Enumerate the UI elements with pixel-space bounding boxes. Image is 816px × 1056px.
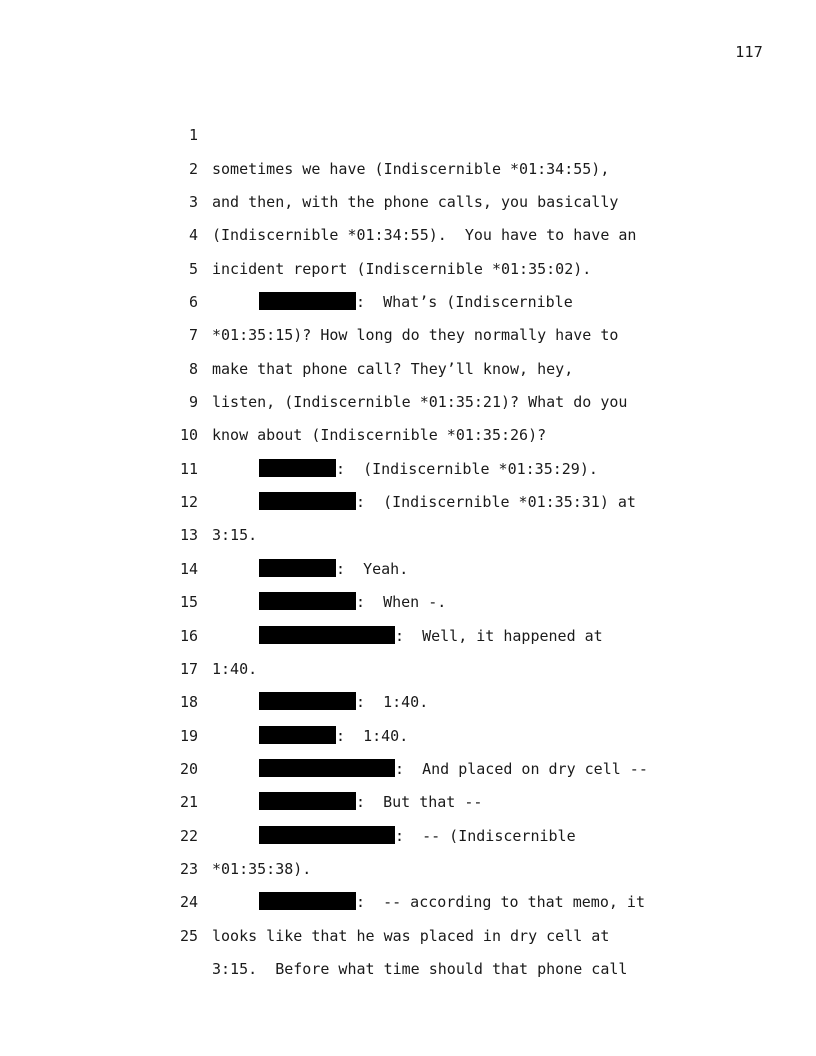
- line-number: 25: [179, 926, 198, 945]
- line-number: 8: [188, 359, 198, 378]
- line-text: *01:35:38).: [212, 859, 312, 878]
- line-text: looks like that he was placed in dry cell at: [212, 926, 610, 945]
- line-text: : -- (Indiscernible: [395, 826, 576, 845]
- line-number: 11: [179, 459, 198, 478]
- line-text: : But that --: [356, 793, 483, 812]
- line-text: and then, with the phone calls, you basically: [212, 193, 619, 212]
- line-number: 16: [179, 626, 198, 645]
- line-number: 20: [179, 759, 198, 778]
- line-text: : Well, it happened at: [395, 626, 603, 645]
- line-text: 1:40.: [212, 659, 258, 678]
- transcript-line-1: [0, 86, 816, 178]
- line-text: : Yeah.: [336, 559, 409, 578]
- line-text: : (Indiscernible *01:35:29).: [336, 459, 598, 478]
- line-number: 21: [179, 793, 198, 812]
- line-number: 2: [188, 159, 198, 178]
- line-text: 3:15.: [212, 526, 258, 545]
- line-number: 13: [179, 526, 198, 545]
- line-text: : 1:40.: [336, 726, 409, 745]
- line-number: 15: [179, 593, 198, 612]
- line-text: sometimes we have (Indiscernible *01:34:55),: [212, 159, 610, 178]
- line-number: 24: [179, 893, 198, 912]
- line-number: 3: [188, 193, 198, 212]
- line-text: (Indiscernible *01:34:55). You have to have an: [212, 226, 637, 245]
- line-number: 9: [188, 393, 198, 412]
- line-number: 10: [179, 426, 198, 445]
- line-text: listen, (Indiscernible *01:35:21)? What do you: [212, 393, 628, 412]
- line-text: : 1:40.: [356, 693, 429, 712]
- line-text: : When -.: [356, 593, 447, 612]
- line-text: : And placed on dry cell --: [395, 759, 648, 778]
- line-number: 22: [179, 826, 198, 845]
- line-number: 19: [179, 726, 198, 745]
- line-number: 23: [179, 859, 198, 878]
- line-number: 12: [179, 493, 198, 512]
- line-text: incident report (Indiscernible *01:35:02).: [212, 259, 592, 278]
- line-text: : -- according to that memo, it: [356, 893, 645, 912]
- line-text: : What’s (Indiscernible: [356, 293, 573, 312]
- line-number: 18: [179, 693, 198, 712]
- line-number: 6: [188, 293, 198, 312]
- line-number: 7: [188, 326, 198, 345]
- line-number: 1: [188, 126, 198, 145]
- line-number: 14: [179, 559, 198, 578]
- page-number: 117: [735, 43, 763, 61]
- line-text: *01:35:15)? How long do they normally have to: [212, 326, 619, 345]
- line-number: 5: [188, 259, 198, 278]
- line-text: : (Indiscernible *01:35:31) at: [356, 493, 636, 512]
- line-number: 17: [179, 659, 198, 678]
- line-number: 4: [188, 226, 198, 245]
- line-text: know about (Indiscernible *01:35:26)?: [212, 426, 547, 445]
- line-text: 3:15. Before what time should that phone call: [212, 959, 628, 978]
- line-text: make that phone call? They’ll know, hey,: [212, 359, 574, 378]
- transcript-body: [0, 86, 816, 978]
